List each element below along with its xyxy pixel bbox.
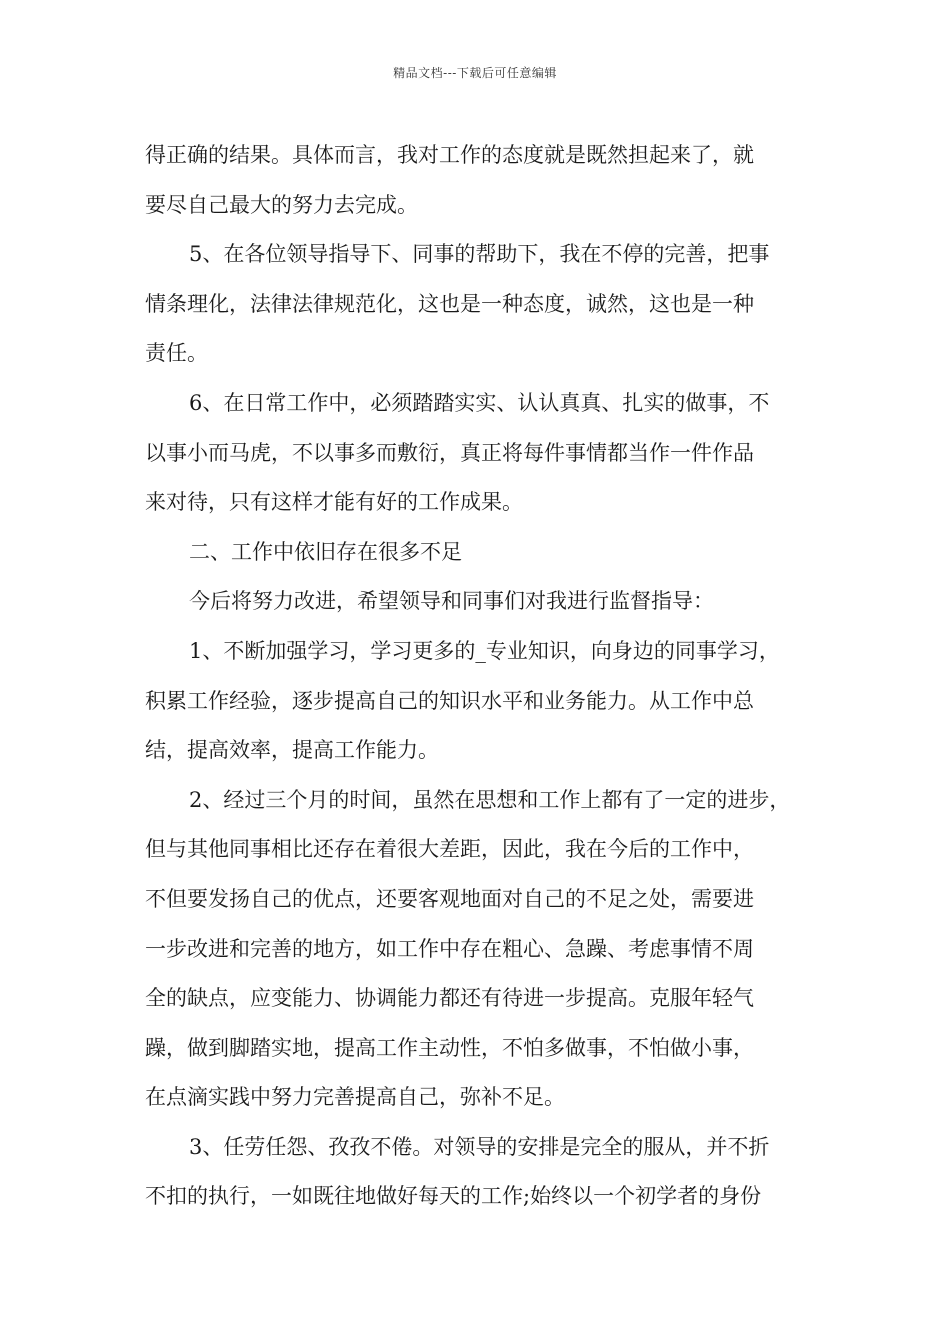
text-line: 但与其他同事相比还存在着很大差距，因此，我在今后的工作中， xyxy=(145,837,754,862)
text-line: 2、经过三个月的时间，虽然在思想和工作上都有了一定的进步， xyxy=(189,787,791,812)
document-body xyxy=(145,131,825,1222)
text-line: 全的缺点，应变能力、协调能力都还有待进一步提高。克服年轻气 xyxy=(145,986,754,1011)
text-line: 以事小而马虎，不以事多而敷衍，真正将每件事情都当作一件作品 xyxy=(145,440,754,465)
text-line: 要尽自己最大的努力去完成。 xyxy=(145,192,418,217)
text-line: 躁，做到脚踏实地，提高工作主动性，不怕多做事，不怕做小事， xyxy=(145,1035,754,1060)
text-line: 6、在日常工作中，必须踏踏实实、认认真真、扎实的做事，不 xyxy=(189,390,770,415)
text-line: 不但要发扬自己的优点，还要客观地面对自己的不足之处，需要进 xyxy=(145,886,754,911)
text-line: 结，提高效率，提高工作能力。 xyxy=(145,738,439,763)
text-line: 责任。 xyxy=(145,341,208,366)
text-line: 1、不断加强学习，学习更多的_专业知识，向身边的同事学习， xyxy=(189,638,780,663)
text-line: 一步改进和完善的地方，如工作中存在粗心、急躁、考虑事情不周 xyxy=(145,936,754,961)
text-line: 不扣的执行，一如既往地做好每天的工作;始终以一个初学者的身份 xyxy=(145,1184,762,1209)
page-header: 精品文档---下载后可任意编辑 xyxy=(393,66,557,80)
text-line: 5、在各位领导指导下、同事的帮助下，我在不停的完善，把事 xyxy=(189,242,770,267)
text-line: 得正确的结果。具体而言，我对工作的态度就是既然担起来了，就 xyxy=(145,143,754,167)
section-heading: 二、工作中依旧存在很多不足 xyxy=(189,539,462,564)
text-line: 积累工作经验，逐步提高自己的知识水平和业务能力。从工作中总 xyxy=(145,688,754,713)
text-line: 来对待，只有这样才能有好的工作成果。 xyxy=(145,490,523,515)
text-line: 在点滴实践中努力完善提高自己，弥补不足。 xyxy=(145,1085,565,1110)
text-line: 今后将努力改进，希望领导和同事们对我进行监督指导： xyxy=(189,589,714,614)
text-line: 情条理化，法律法律规范化，这也是一种态度，诚然，这也是一种 xyxy=(145,291,754,316)
text-line: 3、任劳任怨、孜孜不倦。对领导的安排是完全的服从，并不折 xyxy=(189,1134,770,1159)
